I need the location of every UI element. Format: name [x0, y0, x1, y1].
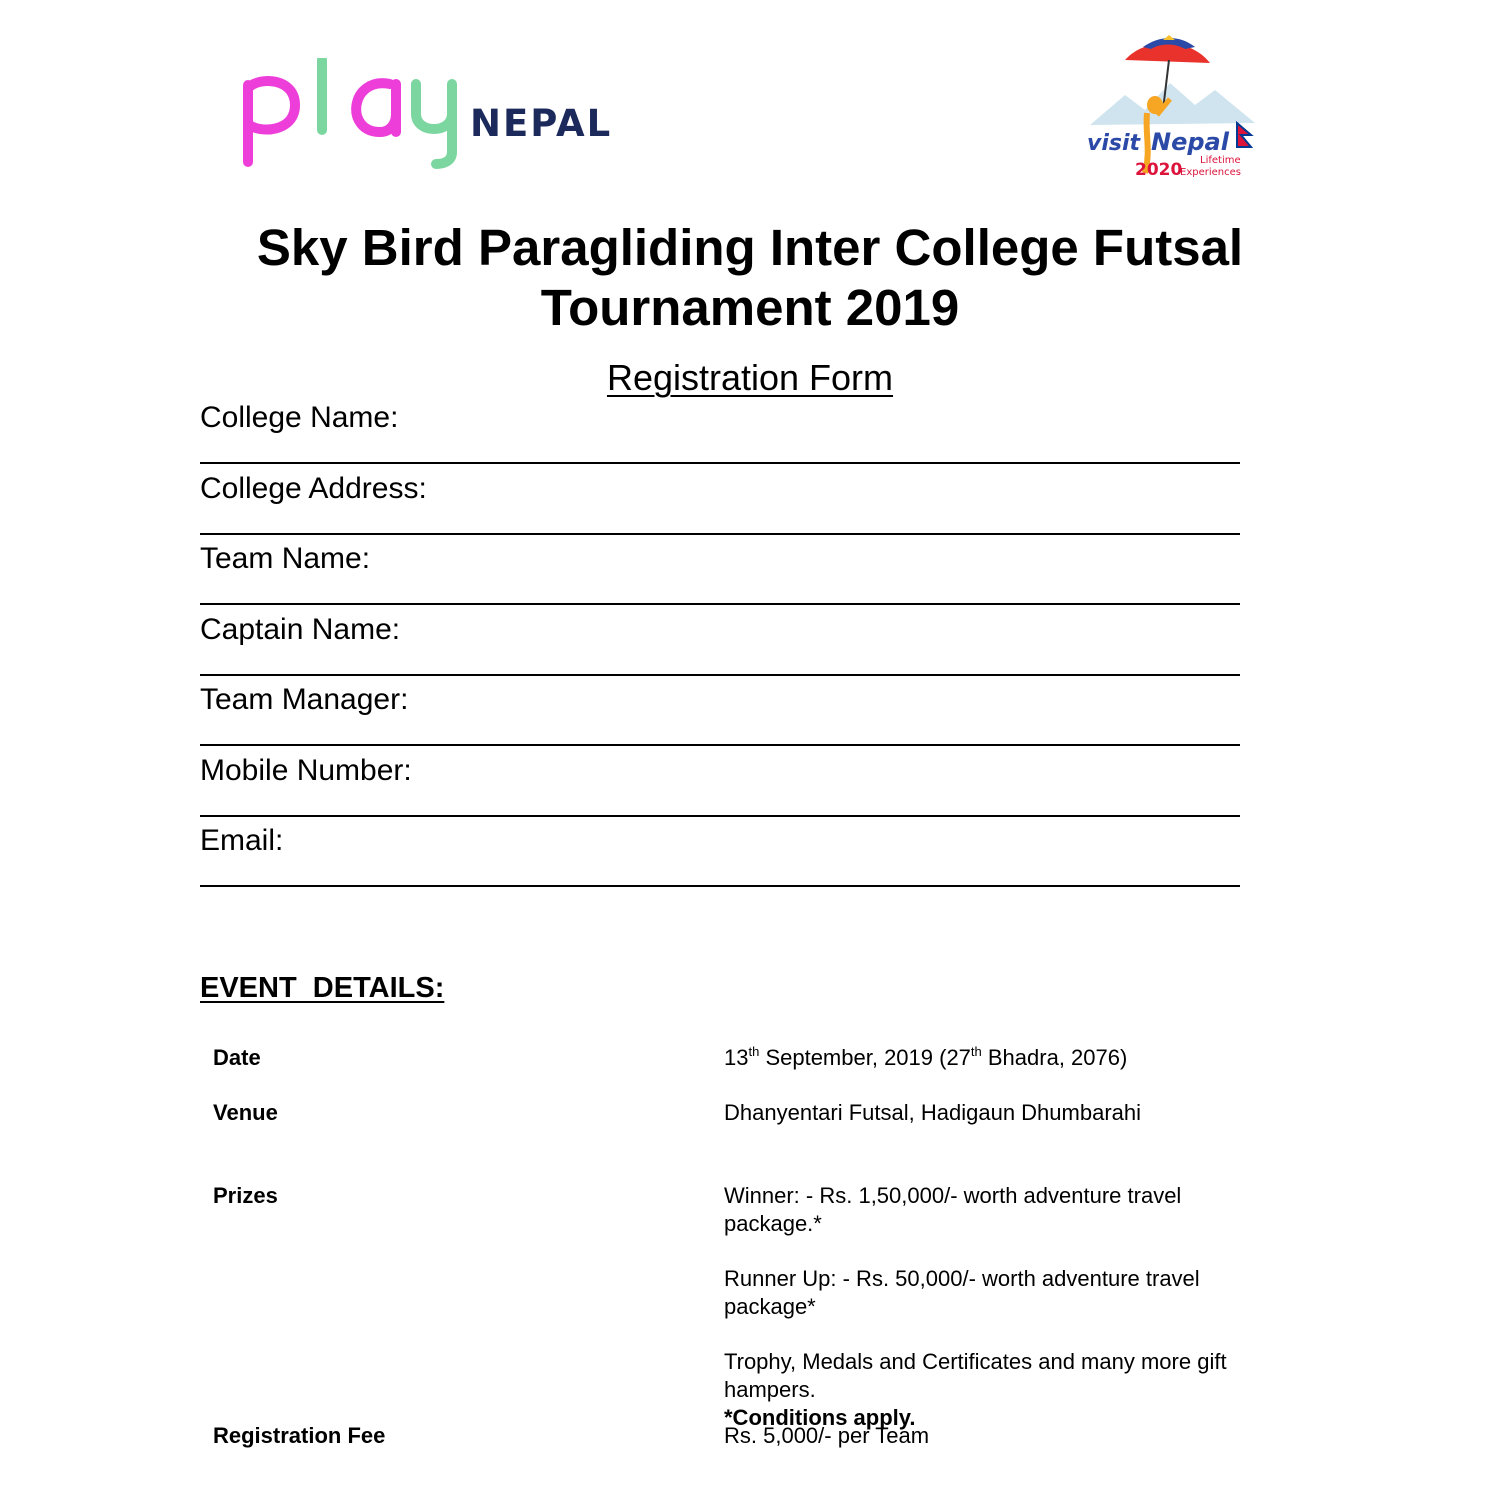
venue-value: Dhanyentari Futsal, Hadigaun Dhumbarahi: [724, 1100, 1142, 1125]
play-logo-country: NEPAL: [470, 102, 613, 145]
title-line-2: Tournament 2019: [540, 279, 960, 336]
field-blank-line[interactable]: [200, 815, 1240, 817]
venue-label: Venue: [213, 1100, 278, 1125]
prize-conditions: *Conditions apply.: [724, 1405, 916, 1430]
visit-logo-tag2: Experiences: [1180, 167, 1241, 178]
field-captain-name[interactable]: [200, 608, 1245, 679]
registration-fee-value: Rs. 5,000/- per Team: [724, 1423, 930, 1448]
date-day: 13: [724, 1045, 749, 1070]
date-day-suffix: th: [748, 1044, 760, 1059]
field-blank-line[interactable]: [200, 462, 1240, 464]
form-subtitle: [150, 356, 1350, 400]
visit-logo-line1: visit: [1087, 131, 1141, 156]
field-label: Captain Name:: [200, 612, 401, 646]
visit-nepal-logo: [1085, 35, 1260, 180]
field-team-manager[interactable]: [200, 678, 1245, 749]
field-label: Email:: [200, 824, 284, 857]
field-blank-line[interactable]: [200, 533, 1240, 535]
field-college-address[interactable]: [200, 467, 1245, 538]
title-line-1: Sky Bird Paragliding Inter College Futsal: [256, 219, 1244, 276]
prizes-label: Prizes: [213, 1183, 278, 1208]
field-college-name[interactable]: [200, 396, 1245, 467]
field-email[interactable]: [200, 819, 1245, 890]
field-mobile-number[interactable]: [200, 749, 1245, 820]
date-label: Date: [213, 1045, 261, 1070]
registration-fee-label: Registration Fee: [213, 1423, 386, 1448]
date-end: Bhadra, 2076): [981, 1045, 1128, 1070]
registration-fields: [200, 396, 1245, 890]
prize-trophy: Trophy, Medals and Certificates and many more gift hampers.: [724, 1349, 1227, 1402]
visit-logo-tag1: Lifetime: [1200, 155, 1241, 166]
date-bs-suffix: th: [970, 1044, 982, 1059]
field-label: Team Name:: [200, 542, 371, 575]
prize-winner: Winner: - Rs. 1,50,000/- worth adventure travel package.*: [724, 1183, 1182, 1236]
date-value: [724, 1044, 1324, 1072]
subtitle-text: Registration Form: [606, 357, 894, 398]
field-label: Mobile Number:: [200, 753, 412, 787]
field-blank-line[interactable]: [200, 603, 1240, 605]
date-middle: September, 2019 (27: [759, 1045, 971, 1070]
prizes-value: [724, 1182, 1284, 1432]
play-nepal-logo: [240, 58, 630, 173]
field-blank-line[interactable]: [200, 885, 1240, 887]
field-blank-line[interactable]: [200, 744, 1240, 746]
field-label: Team Manager:: [200, 683, 409, 716]
page-title: [150, 218, 1350, 338]
field-blank-line[interactable]: [200, 674, 1240, 676]
field-label: College Address:: [200, 471, 427, 505]
visit-logo-line2: Nepal: [1151, 128, 1229, 156]
prize-runner-up: Runner Up: - Rs. 50,000/- worth adventure travel package*: [724, 1266, 1200, 1319]
visit-logo-year: 2020: [1135, 160, 1183, 180]
event-details-heading: EVENT DETAILS:: [200, 972, 445, 1004]
field-label: College Name:: [200, 401, 399, 434]
field-team-name[interactable]: [200, 537, 1245, 608]
